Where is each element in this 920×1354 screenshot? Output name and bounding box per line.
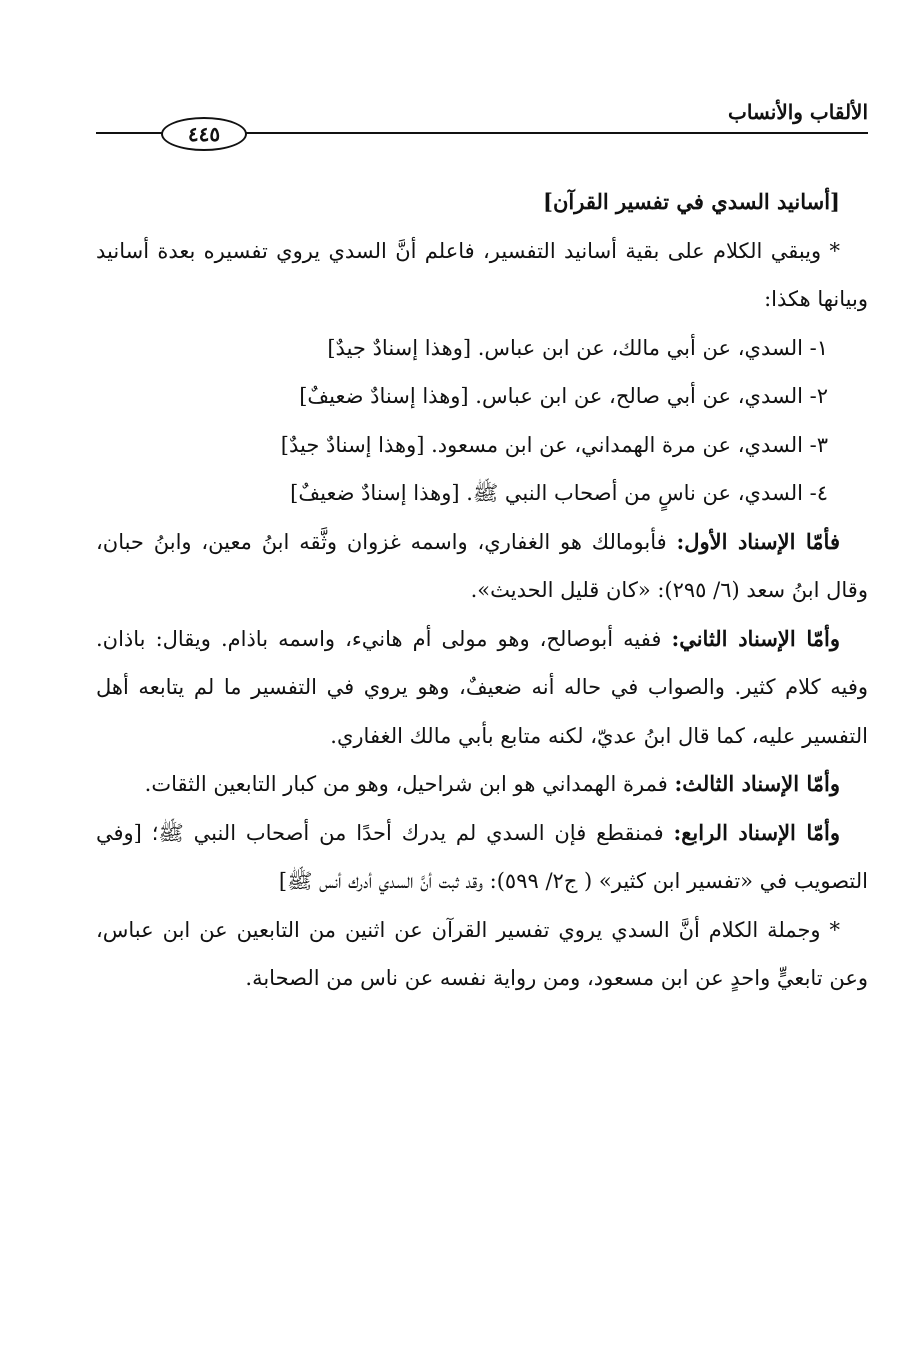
paragraph-second-chain: [96, 615, 868, 761]
paragraph-text: فأبومالك هو الغفاري، واسمه غزوان وثَّقه ابنُ معين، وابنُ حبان، وقال ابنُ سعد (٦/ ٢٩٥): «كان قليل الحديث».: [96, 529, 868, 602]
paragraph-text: ففيه أبوصالح، وهو مولى أم هانيء، واسمه باذام. ويقال: باذان. وفيه كلام كثير. والصواب في حاله أنه ضعيفٌ، وهو يروي في التفسير ما لم يتابعه أهل التفسير عليه، كما قال ابنُ عديّ، لكنه متابع بأبي مالك الغفاري.: [96, 626, 868, 748]
paragraph-lead: فأمّا الإسناد الأول:: [676, 528, 840, 554]
page-header: [96, 100, 868, 152]
chain-item-1: ١- السدي، عن أبي مالك، عن ابن عباس. [وهذا إسنادٌ جيدٌ]: [327, 335, 828, 360]
intro-paragraph: * ويبقي الكلام على بقية أسانيد التفسير، فاعلم أنَّ السدي يروي تفسيره بعدة أسانيد وبيانها هكذا:: [96, 238, 868, 311]
page-content: [96, 178, 868, 1003]
paragraph-lead: وأمّا الإسناد الرابع:: [673, 819, 840, 845]
paragraph-text: فمرة الهمداني هو ابن شراحيل، وهو من كبار التابعين الثقات.: [144, 772, 675, 796]
paragraph-first-chain: [96, 518, 868, 615]
paragraph-lead: وأمّا الإسناد الثاني:: [671, 625, 840, 651]
chain-item-3: ٣- السدي، عن مرة الهمداني، عن ابن مسعود. [وهذا إسنادٌ جيدٌ]: [280, 432, 828, 457]
chain-item-4: ٤- السدي، عن ناسٍ من أصحاب النبي ﷺ. [وهذا إسنادٌ ضعيفٌ]: [290, 481, 828, 505]
paragraph-fourth-chain: [96, 809, 868, 906]
running-title: الألقاب والأنساب: [727, 100, 868, 124]
section-title: [أسانيد السدي في تفسير القرآن]: [543, 189, 840, 214]
page-number: ٤٤٥: [161, 117, 247, 151]
paragraph-third-chain: [96, 760, 868, 809]
chain-item-2: ٢- السدي، عن أبي صالح، عن ابن عباس. [وهذا إسنادٌ ضعيفٌ]: [299, 384, 828, 408]
paragraph-text: فمنقطع فإن السدي لم يدرك أحدًا من أصحاب النبي ﷺ؛ [وفي التصويب في «تفسير ابن كثير» ( ج٢/ ٥٩٩): وقد ثبت أنَّ السدي أدرك أنس ﷺ]: [96, 820, 868, 893]
conclusion-paragraph: * وجملة الكلام أنَّ السدي يروي تفسير القرآن عن اثنين من التابعين عن ابن عباس، وعن تابعيٍّ واحدٍ عن ابن مسعود، ومن رواية نفسه عن ناس من الصحابة.: [96, 917, 868, 990]
paragraph-lead: وأمّا الإسناد الثالث:: [674, 771, 840, 796]
